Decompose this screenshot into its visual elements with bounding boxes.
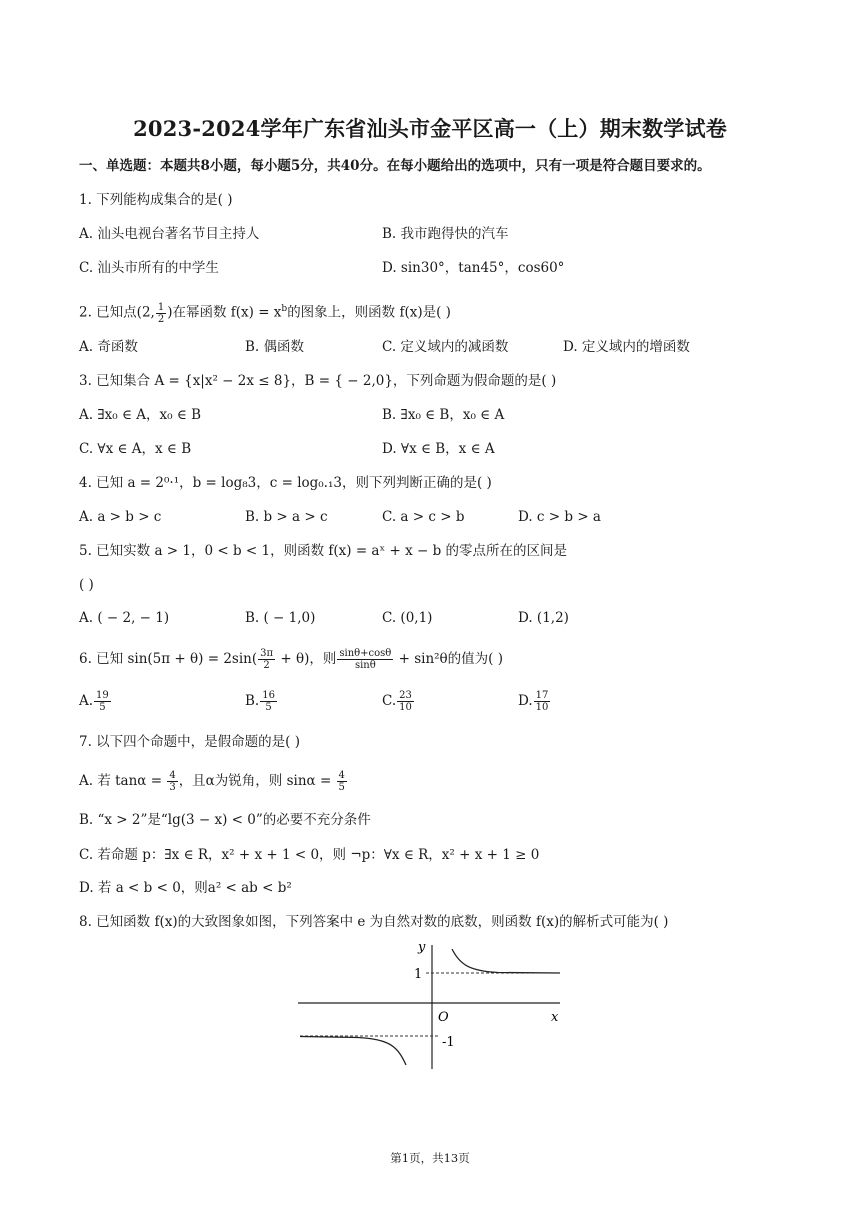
q2-frac-num: 1 xyxy=(157,301,165,313)
q1-option-a: A. 汕头电视台著名节目主持人 xyxy=(79,226,260,242)
question-4-stem: 4. 已知 a = 2⁰·¹，b = log₈3，c = log₀.₁3，则下列判断正确的是( ) xyxy=(79,475,492,491)
section-heading: 一、单选题：本题共8小题，每小题5分，共40分。在每小题给出的选项中，只有一项是符合题目要求的。 xyxy=(79,158,711,174)
q6-frac-1 xyxy=(258,648,275,671)
question-5-stem: 5. 已知实数 a > 1，0 < b < 1，则函数 f(x) = aˣ + x − b 的零点所在的区间是 xyxy=(79,543,568,559)
question-8-stem: 8. 已知函数 f(x)的大致图象如图，下列答案中 e 为自然对数的底数，则函数 f(x)的解析式可能为( ) xyxy=(79,914,669,930)
q6-option-b-label: B. xyxy=(245,693,260,709)
q7-a-pre: A. 若 tanα = xyxy=(79,773,167,789)
q6-option-c-label: C. xyxy=(382,693,397,709)
q6-option-d-label: D. xyxy=(518,693,533,709)
origin-label: O xyxy=(438,1010,449,1025)
q6-stem-end: + sin²θ的值为( ) xyxy=(394,651,504,667)
q6-frac-2-den: sinθ xyxy=(354,660,376,671)
q2-option-c: C. 定义域内的减函数 xyxy=(382,339,509,355)
q7-a-f1-den: 3 xyxy=(169,782,176,793)
q6-c-num: 23 xyxy=(399,690,412,701)
q7-option-c: C. 若命题 p：∃x ∈ R，x² + x + 1 < 0，则 ¬p：∀x ∈ R，x² + x + 1 ≥ 0 xyxy=(79,847,540,863)
q1-option-d: D. sin30°，tan45°，cos60° xyxy=(382,260,565,276)
q6-frac-2-num: sinθ+cosθ xyxy=(339,648,392,659)
q2-fraction xyxy=(156,302,166,325)
q6-frac-1-num: 3π xyxy=(260,648,274,659)
q4-option-c: C. a > c > b xyxy=(382,509,465,525)
q6-a-num: 19 xyxy=(96,690,109,701)
q6-option-a xyxy=(79,690,112,713)
q6-d-num: 17 xyxy=(535,690,549,701)
question-1-stem: 1. 下列能构成集合的是( ) xyxy=(79,192,233,208)
q5-option-d: D. (1,2) xyxy=(518,610,569,626)
question-6-stem xyxy=(79,648,503,671)
q6-stem-pre: 6. 已知 sin(5π + θ) = 2sin( xyxy=(79,651,258,667)
x-axis-label: x xyxy=(551,1010,559,1025)
q2-option-d: D. 定义域内的增函数 xyxy=(563,339,690,355)
y-axis-label: y xyxy=(418,940,426,955)
q5-paren: ( ) xyxy=(79,577,94,593)
q4-option-d: D. c > b > a xyxy=(518,509,601,525)
q6-option-c xyxy=(382,690,415,713)
q7-option-d: D. 若 a < b < 0，则a² < ab < b² xyxy=(79,880,292,896)
q6-a-den: 5 xyxy=(99,702,106,713)
q2-stem-end: 的图象上，则函数 f(x)是( ) xyxy=(287,304,451,321)
q2-frac-den: 2 xyxy=(157,313,165,325)
q6-b-num: 16 xyxy=(262,690,275,701)
q6-option-a-label: A. xyxy=(79,693,94,709)
q6-frac-2 xyxy=(337,648,393,671)
q7-option-a xyxy=(79,770,348,793)
q5-option-a: A. ( − 2, − 1) xyxy=(79,610,170,626)
q3-option-b: B. ∃x₀ ∈ B，x₀ ∈ A xyxy=(382,407,505,423)
exam-title: 2023-2024学年广东省汕头市金平区高一（上）期末数学试卷 xyxy=(133,116,727,141)
q4-option-a: A. a > b > c xyxy=(79,509,162,525)
q7-a-f2-den: 5 xyxy=(338,782,345,793)
q7-a-f1-num: 4 xyxy=(169,770,176,781)
q6-d-den: 10 xyxy=(535,702,549,713)
q6-b-den: 5 xyxy=(265,702,272,713)
curve-left-branch xyxy=(300,1037,406,1066)
function-graph xyxy=(298,937,568,1072)
tick-label-1: 1 xyxy=(414,967,423,982)
q2-stem-post: )在幂函数 f(x) = x xyxy=(167,304,282,321)
q3-option-d: D. ∀x ∈ B，x ∈ A xyxy=(382,441,495,457)
q7-a-mid: ，且α为锐角，则 sinα = xyxy=(178,773,336,789)
q5-option-c: C. (0,1) xyxy=(382,610,433,626)
q1-option-c: C. 汕头市所有的中学生 xyxy=(79,260,219,276)
q1-option-b: B. 我市跑得快的汽车 xyxy=(382,226,509,242)
q6-option-b xyxy=(245,690,278,713)
q7-a-f2-num: 4 xyxy=(338,770,345,781)
question-3-stem: 3. 已知集合 A = {x|x² − 2x ≤ 8}，B = { − 2,0}，下列命题为假命题的是( ) xyxy=(79,373,557,389)
q5-option-b: B. ( − 1,0) xyxy=(245,610,316,626)
q2-exponent: b xyxy=(281,304,288,314)
curve-right-branch xyxy=(452,949,560,973)
page-footer: 第1页，共13页 xyxy=(390,1151,470,1165)
q2-stem-pre: 2. 已知点(2, xyxy=(79,304,155,321)
q4-option-b: B. b > a > c xyxy=(245,509,328,525)
q6-c-den: 10 xyxy=(399,702,412,713)
q6-option-d xyxy=(518,690,551,713)
question-2-stem xyxy=(79,300,451,325)
q6-frac-1-den: 2 xyxy=(263,660,270,671)
q6-stem-mid: + θ)，则 xyxy=(276,651,337,667)
q7-option-b: B. “x > 2”是“lg(3 − x) < 0”的必要不充分条件 xyxy=(79,812,371,828)
question-7-stem: 7. 以下四个命题中，是假命题的是( ) xyxy=(79,734,300,750)
q2-option-a: A. 奇函数 xyxy=(79,339,138,355)
q3-option-c: C. ∀x ∈ A，x ∈ B xyxy=(79,441,192,457)
tick-label-neg1: -1 xyxy=(442,1035,455,1050)
q2-option-b: B. 偶函数 xyxy=(245,339,305,355)
q3-option-a: A. ∃x₀ ∈ A，x₀ ∈ B xyxy=(79,407,202,423)
